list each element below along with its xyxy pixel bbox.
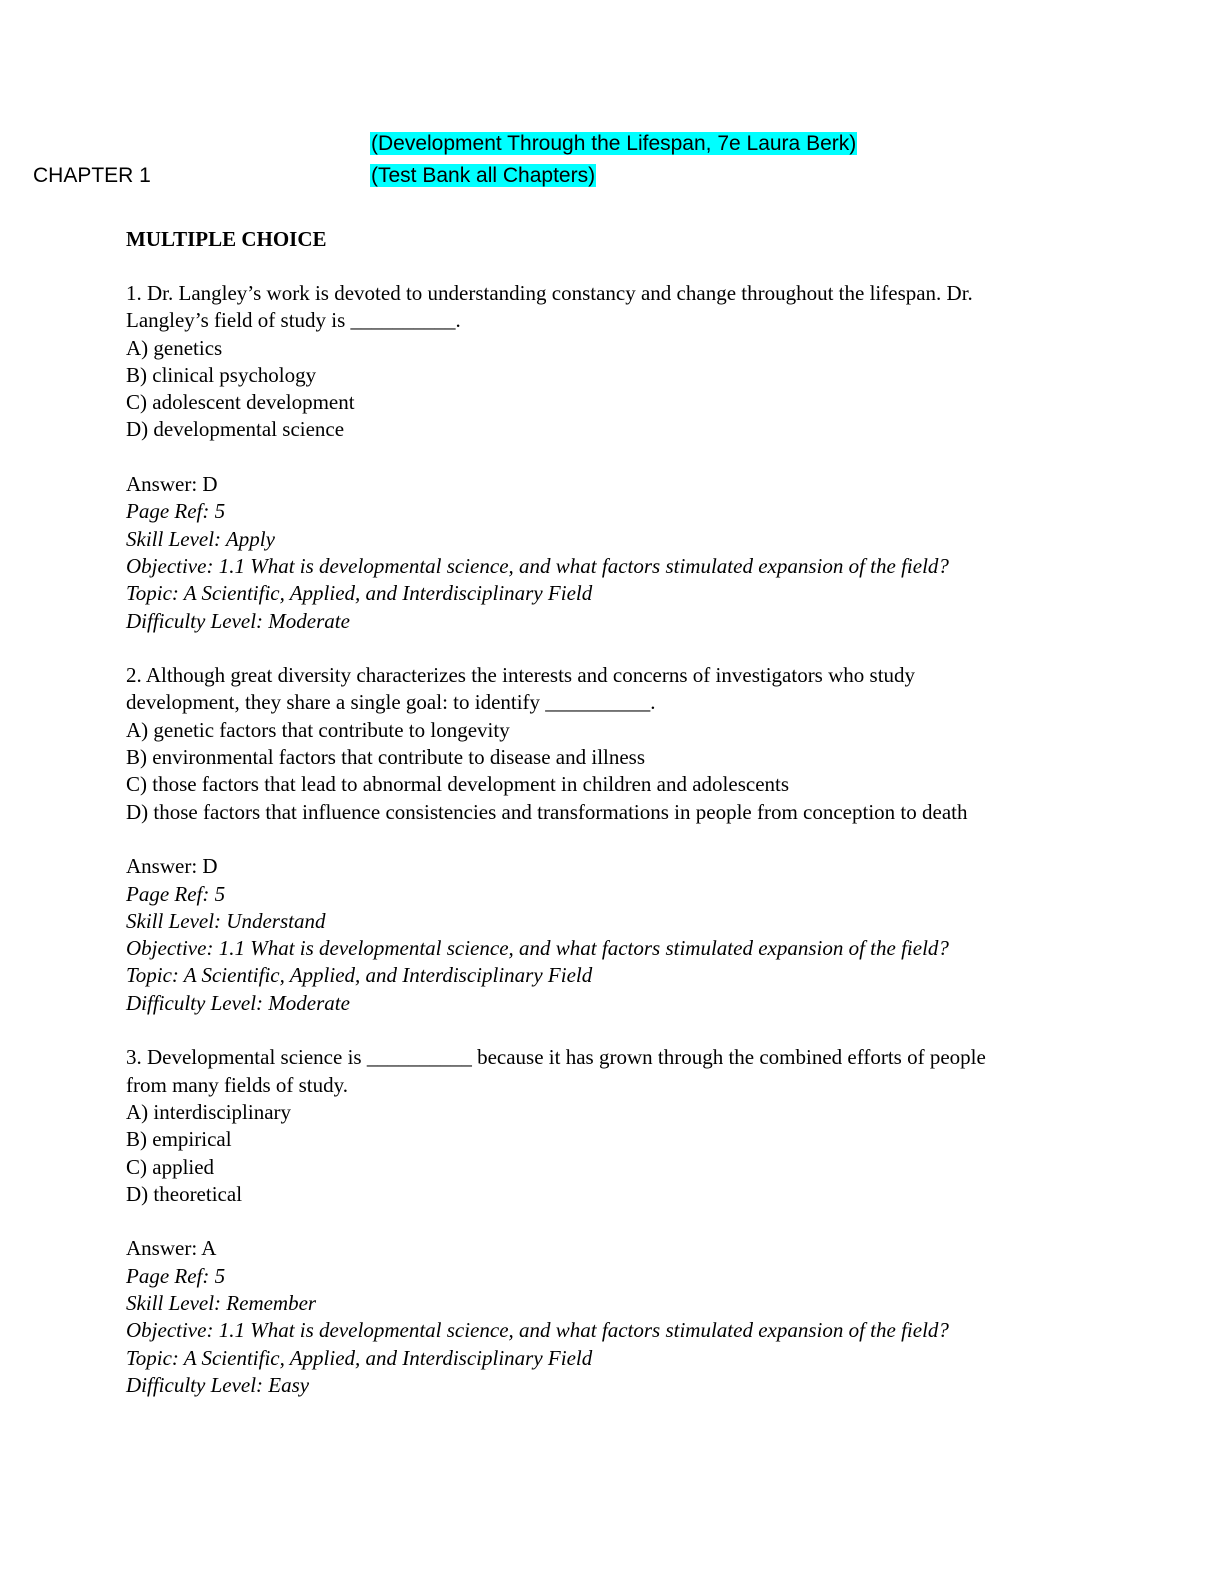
question-3 <box>126 1044 1126 1208</box>
objective: Objective: 1.1 What is developmental science, and what factors stimulated expansion of the field? <box>126 936 949 961</box>
page-ref: Page Ref: 5 <box>126 881 226 906</box>
objective: Objective: 1.1 What is developmental science, and what factors stimulated expansion of the field? <box>126 1318 949 1343</box>
topic: Topic: A Scientific, Applied, and Interdisciplinary Field <box>126 1345 593 1370</box>
page-ref: Page Ref: 5 <box>126 499 226 524</box>
question-stem-line: 2. Although great diversity characterizes the interests and concerns of investigators who study <box>126 663 916 688</box>
answer-option: B) empirical <box>126 1127 232 1152</box>
section-heading: MULTIPLE CHOICE <box>126 227 327 251</box>
difficulty-level: Difficulty Level: Easy <box>126 1372 310 1397</box>
answer-key: Answer: D <box>126 472 218 497</box>
question-stem-line: development, they share a single goal: to identify __________. <box>126 690 656 715</box>
answer-option: B) environmental factors that contribute to disease and illness <box>126 745 646 770</box>
answer-option: C) adolescent development <box>126 390 355 415</box>
topic: Topic: A Scientific, Applied, and Interdisciplinary Field <box>126 581 593 606</box>
question-stem-line: from many fields of study. <box>126 1072 349 1097</box>
highlighted-title-2: (Test Bank all Chapters) <box>371 164 596 187</box>
answer-block-2 <box>126 853 1126 1017</box>
question-2 <box>126 662 1126 826</box>
page-ref: Page Ref: 5 <box>126 1263 226 1288</box>
answer-block-1 <box>126 471 1126 635</box>
question-stem-line: 1. Dr. Langley’s work is devoted to understanding constancy and change throughout the lifespan. Dr. <box>126 281 973 305</box>
difficulty-level: Difficulty Level: Moderate <box>126 990 350 1015</box>
question-stem-line: Langley’s field of study is __________. <box>126 308 461 333</box>
answer-option: C) applied <box>126 1154 215 1179</box>
answer-option: D) those factors that influence consistencies and transformations in people from conception to death <box>126 799 968 824</box>
objective: Objective: 1.1 What is developmental science, and what factors stimulated expansion of the field? <box>126 553 949 578</box>
highlighted-title-1: (Development Through the Lifespan, 7e Laura Berk) <box>371 132 857 155</box>
question-list <box>126 280 1126 1426</box>
document-title-line-1 <box>370 130 857 157</box>
skill-level: Skill Level: Understand <box>126 908 326 933</box>
answer-option: A) interdisciplinary <box>126 1099 292 1124</box>
answer-option: A) genetics <box>126 335 223 360</box>
answer-option: D) theoretical <box>126 1181 243 1206</box>
topic: Topic: A Scientific, Applied, and Interdisciplinary Field <box>126 963 593 988</box>
chapter-label: CHAPTER 1 <box>33 164 151 187</box>
skill-level: Skill Level: Apply <box>126 526 275 551</box>
answer-option: D) developmental science <box>126 417 345 442</box>
answer-key: Answer: D <box>126 854 218 879</box>
answer-key: Answer: A <box>126 1236 217 1261</box>
answer-option: C) those factors that lead to abnormal development in children and adolescents <box>126 772 790 797</box>
difficulty-level: Difficulty Level: Moderate <box>126 608 350 633</box>
answer-block-3 <box>126 1235 1126 1399</box>
question-stem-line: 3. Developmental science is __________ because it has grown through the combined efforts of people <box>126 1045 986 1070</box>
document-title-line-2 <box>370 162 596 189</box>
question-1 <box>126 280 1126 444</box>
answer-option: A) genetic factors that contribute to longevity <box>126 717 510 742</box>
skill-level: Skill Level: Remember <box>126 1290 317 1315</box>
answer-option: B) clinical psychology <box>126 362 317 387</box>
